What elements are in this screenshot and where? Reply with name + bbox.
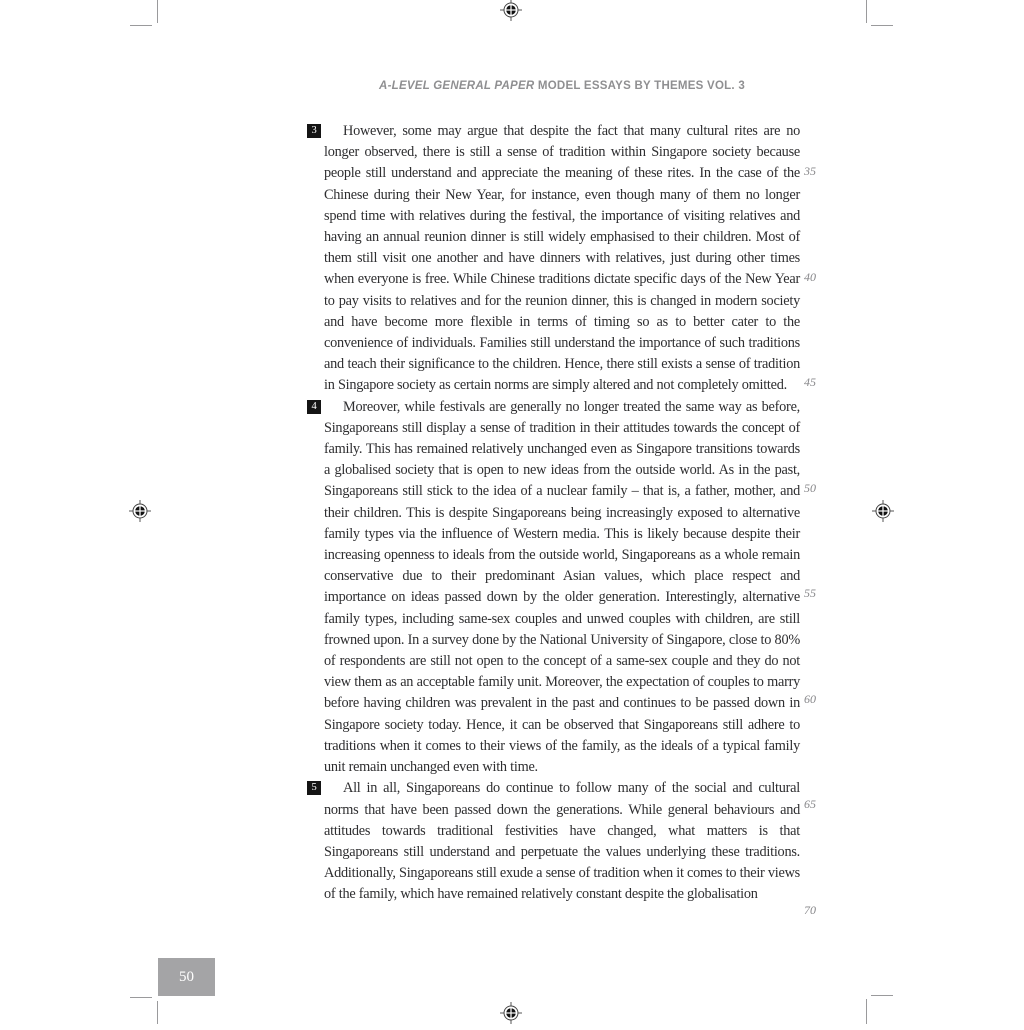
- paragraph-number-badge: 5: [307, 781, 321, 795]
- essay-body: [311, 121, 800, 906]
- header-series-title: A-LEVEL GENERAL PAPER: [379, 80, 535, 92]
- crop-mark: [871, 995, 893, 996]
- registration-mark-icon: [499, 1001, 523, 1025]
- registration-mark-icon: [499, 0, 523, 22]
- crop-mark: [157, 1001, 158, 1024]
- crop-mark: [866, 0, 867, 23]
- paragraph-text: However, some may argue that despite the fact that many cultural rites are no longer observed, there is still a sense of tradition within Singapore society because people still understand and appreciate the meaning of these rites. In the case of the Chinese during their New Year, for instance, even though many of them no longer spend time with relatives during the festival, the importance of visiting relatives and having an annual reunion dinner is still widely emphasised to their children. Most of them still visit one another and have dinners with relatives, just during other times when everyone is free. While Chinese traditions dictate specific days of the New Year to pay visits to relatives and for the reunion dinner, this is changed in modern society and have become more flexible in terms of timing so as to better cater to the convenience of individuals. Families still understand the importance of such traditions and teach their significance to the children. Hence, there still exists a sense of tradition in Singapore society as certain norms are simply altered and not completely omitted.: [324, 123, 800, 394]
- paragraph-number-badge: 3: [307, 124, 321, 138]
- crop-mark: [130, 997, 152, 998]
- margin-line-number: 70: [804, 903, 816, 917]
- paragraph-text: All in all, Singaporeans do continue to follow many of the social and cultural norms that have been passed down the generations. While general behaviours and attitudes towards traditional festivities have changed, what matters is that Singaporeans still understand and perpetuate the values underlying these traditions. Additionally, Singaporeans still exude a sense of tradition when it comes to their views of the family, which have remained relatively constant despite the globalisation: [324, 780, 800, 903]
- essay-paragraph: [311, 778, 800, 905]
- essay-paragraph: [311, 397, 800, 779]
- registration-mark-icon: [128, 499, 152, 523]
- paragraph-text: Moreover, while festivals are generally no longer treated the same way as before, Singaporeans still display a sense of tradition in their attitudes towards the concept of family. This has remained relatively unchanged even as Singapore transitions towards a globalised society that is open to new ideas from the outside world. As in the past, Singaporeans still stick to the idea of a nuclear family – that is, a father, mother, and their children. This is despite Singaporeans being increasingly exposed to alternative family types via the influence of Western media. This is likely because despite their increasing openness to ideals from the outside world, Singaporeans as a whole remain conservative due to their predominant Asian values, which place respect and importance on ideas passed down by the older generation. Interestingly, alternative family types, including same-sex couples and unwed couples with children, are still frowned upon. In a survey done by the National University of Singapore, close to 80% of respondents are still not open to the concept of a same-sex couple and they do not view them as an acceptable family unit. Moreover, the expectation of couples to marry before having children was prevalent in the past and continues to be passed down in Singapore society today. Hence, it can be observed that Singaporeans still adhere to traditions when it comes to their views of the family, as the ideals of a typical family unit remain unchanged even with time.: [324, 398, 800, 776]
- crop-mark: [866, 999, 867, 1024]
- margin-line-number: 35: [804, 164, 816, 178]
- paragraph-number-badge: 4: [307, 400, 321, 414]
- crop-mark: [157, 0, 158, 23]
- margin-line-number: 65: [804, 797, 816, 811]
- margin-line-number: 40: [804, 270, 816, 284]
- essay-paragraph: [311, 121, 800, 397]
- page-number: 50: [179, 969, 194, 985]
- margin-line-number: 55: [804, 586, 816, 600]
- header-volume-title: MODEL ESSAYS BY THEMES VOL. 3: [534, 80, 745, 92]
- registration-mark-icon: [871, 499, 895, 523]
- margin-line-number: 60: [804, 692, 816, 706]
- crop-mark: [130, 25, 152, 26]
- page-number-box: [158, 958, 215, 996]
- margin-line-number: 50: [804, 481, 816, 495]
- margin-line-number: 45: [804, 375, 816, 389]
- running-header: [284, 80, 840, 92]
- crop-mark: [871, 25, 893, 26]
